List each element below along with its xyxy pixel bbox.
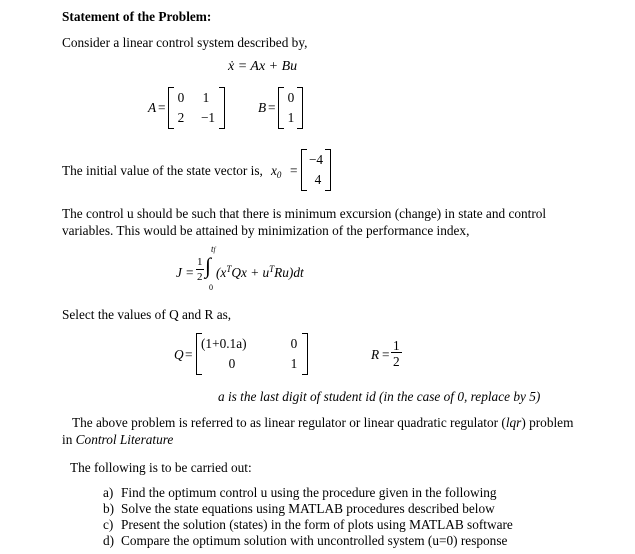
- pi-frac-line: [196, 269, 204, 270]
- pi-integrand: $(x^TQx + u^TRu)dt$: [216, 264, 304, 280]
- following-text: The following is to be carried out:: [70, 460, 252, 475]
- matrix-a-right-bracket: [219, 87, 225, 129]
- pi-integral: ∫: [205, 253, 212, 278]
- list-item: a) Find the optimum control u using the procedure given in the following: [103, 485, 497, 500]
- note-a: a is the last digit of student id (in the case of 0, replace by 5): [218, 389, 541, 404]
- matrix-a-cell: 0: [177, 90, 185, 105]
- matrix-a-cell: 2: [177, 110, 185, 125]
- matrix-q-right-bracket: [302, 333, 308, 375]
- control-text-line1: The control u should be such that there is minimum excursion (change) in state and control: [62, 206, 547, 221]
- pi-equals: =: [186, 265, 194, 280]
- matrix-a-equals: =: [158, 100, 166, 115]
- initial-state-cell: 4: [314, 172, 322, 187]
- matrix-b-name: B: [258, 100, 267, 115]
- matrix-a-name: A: [148, 100, 157, 115]
- state-derivative: ẋ: [228, 59, 235, 74]
- lqr-text-line2: in Control Literature: [62, 432, 174, 447]
- matrix-r-den: 2: [393, 354, 400, 369]
- list-item: b) Solve the state equations using MATLAB procedures described below: [103, 501, 495, 516]
- control-text-line2: variables. This would be attained by minimization of the performance index,: [62, 223, 470, 238]
- initial-state-text: The initial value of the state vector is,: [62, 163, 263, 178]
- pi-frac-den: 2: [197, 271, 203, 283]
- matrix-r-num: 1: [393, 338, 400, 353]
- matrix-a-cell: 1: [202, 90, 210, 105]
- matrix-r-frac-line: [391, 352, 402, 353]
- list-item: d) Compare the optimum solution with uncontrolled system (u=0) response: [103, 533, 508, 548]
- matrix-r-equals: =: [382, 347, 390, 362]
- matrix-a-cell: −1: [200, 110, 216, 125]
- matrix-r-name: R: [371, 347, 380, 362]
- matrix-b-equals: =: [268, 100, 276, 115]
- pi-j: J: [176, 265, 182, 280]
- matrix-b-cell: 1: [287, 110, 295, 125]
- initial-state-equals: =: [290, 163, 298, 178]
- pi-lower-limit: 0: [209, 283, 213, 292]
- state-equation-rhs: = Ax + Bu: [237, 59, 298, 74]
- section-heading: Statement of the Problem:: [62, 9, 212, 24]
- state-equation: [228, 60, 297, 74]
- intro-text: Consider a linear control system described by,: [62, 35, 308, 50]
- lqr-text-line1: The above problem is referred to as linear regulator or linear quadratic regulator (lqr) problem: [72, 415, 574, 430]
- matrix-q-cell: (1+0.1a): [201, 336, 247, 351]
- matrix-q-equals: =: [185, 347, 193, 362]
- matrix-q-name: Q: [174, 347, 184, 362]
- matrix-q-cell: 0: [228, 356, 236, 371]
- matrix-q-cell: 1: [290, 356, 298, 371]
- select-text: Select the values of Q and R as,: [62, 307, 232, 322]
- list-item: c) Present the solution (states) in the form of plots using MATLAB software: [103, 517, 513, 532]
- matrix-q-cell: 0: [290, 336, 298, 351]
- pi-upper-limit: tf: [211, 244, 216, 254]
- pi-frac-num: 1: [197, 256, 203, 268]
- matrix-b-right-bracket: [297, 87, 303, 129]
- initial-state-cell: −4: [308, 152, 324, 167]
- initial-state-right-bracket: [325, 149, 331, 191]
- matrix-b-cell: 0: [287, 90, 295, 105]
- initial-state-var: $x_0$: [271, 163, 282, 180]
